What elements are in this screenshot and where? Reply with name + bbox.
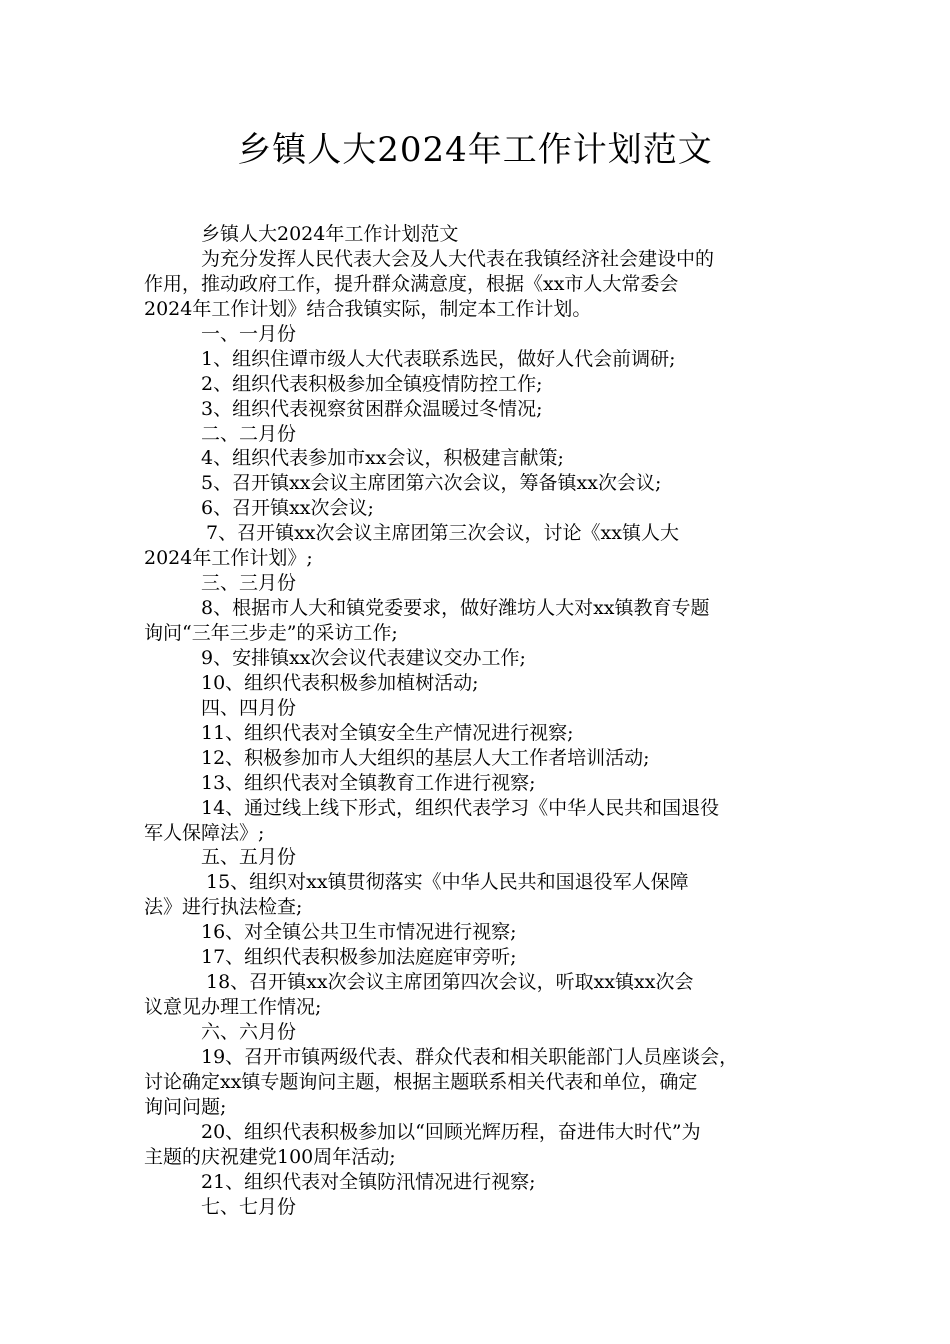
body-line: 11、组织代表对全镇安全生产情况进行视察; bbox=[201, 721, 574, 744]
body-line: 军人保障法》; bbox=[144, 821, 265, 844]
body-line: 七、七月份 bbox=[201, 1195, 297, 1218]
page-title: 乡镇人大2024年工作计划范文 bbox=[237, 130, 713, 170]
body-line: 13、组织代表对全镇教育工作进行视察; bbox=[201, 771, 536, 794]
body-line: 9、安排镇xx次会议代表建议交办工作; bbox=[201, 646, 526, 669]
body-line: 为充分发挥人民代表大会及人大代表在我镇经济社会建设中的 bbox=[201, 247, 715, 270]
body-line: 14、通过线上线下形式，组织代表学习《中华人民共和国退役 bbox=[201, 796, 720, 819]
body-line: 主题的庆祝建党100周年活动; bbox=[144, 1145, 396, 1168]
document-body bbox=[144, 222, 820, 1220]
body-line: 1、组织住谭市级人大代表联系选民，做好人代会前调研; bbox=[201, 347, 676, 370]
body-line: 20、组织代表积极参加以“回顾光辉历程，奋进伟大时代”为 bbox=[201, 1120, 701, 1143]
body-line: 讨论确定xx镇专题询问主题，根据主题联系相关代表和单位，确定 bbox=[144, 1070, 698, 1093]
body-line: 四、四月份 bbox=[201, 696, 297, 719]
body-line: 5、召开镇xx会议主席团第六次会议，筹备镇xx次会议; bbox=[201, 472, 662, 495]
body-line: 15、组织对xx镇贯彻落实《中华人民共和国退役军人保障 bbox=[206, 871, 689, 894]
body-line: 10、组织代表积极参加植树活动; bbox=[201, 671, 479, 694]
body-line: 17、组织代表积极参加法庭庭审旁听; bbox=[201, 946, 517, 969]
body-line: 6、召开镇xx次会议; bbox=[201, 497, 374, 520]
body-line: 3、组织代表视察贫困群众温暖过冬情况; bbox=[201, 397, 543, 420]
body-line: 询问问题; bbox=[144, 1095, 227, 1118]
body-line: 12、积极参加市人大组织的基层人大工作者培训活动; bbox=[201, 746, 650, 769]
body-line: 8、根据市人大和镇党委要求，做好潍坊人大对xx镇教育专题 bbox=[201, 597, 710, 620]
body-line: 二、二月份 bbox=[201, 422, 297, 445]
body-line: 五、五月份 bbox=[201, 846, 297, 869]
body-line: 7、召开镇xx次会议主席团第三次会议，讨论《xx镇人大 bbox=[206, 522, 679, 545]
body-line: 4、组织代表参加市xx会议，积极建言献策; bbox=[201, 447, 564, 470]
body-line: 21、组织代表对全镇防汛情况进行视察; bbox=[201, 1170, 536, 1193]
body-line: 19、召开市镇两级代表、群众代表和相关职能部门人员座谈会， bbox=[201, 1045, 739, 1068]
body-line: 18、召开镇xx次会议主席团第四次会议，听取xx镇xx次会 bbox=[206, 971, 694, 994]
body-line: 三、三月份 bbox=[201, 572, 297, 595]
body-line: 16、对全镇公共卫生市情况进行视察; bbox=[201, 921, 517, 944]
body-line: 议意见办理工作情况; bbox=[144, 996, 322, 1019]
body-line: 作用，推动政府工作，提升群众满意度，根据《xx市人大常委会 bbox=[144, 272, 679, 295]
body-line: 询问“三年三步走”的采访工作; bbox=[144, 622, 398, 644]
body-line: 一、一月份 bbox=[201, 322, 297, 345]
body-line: 乡镇人大2024年工作计划范文 bbox=[201, 223, 459, 245]
body-line: 六、六月份 bbox=[201, 1021, 297, 1043]
body-line: 法》进行执法检查; bbox=[144, 896, 303, 919]
body-line: 2024年工作计划》; bbox=[144, 547, 313, 570]
body-line: 2、组织代表积极参加全镇疫情防控工作; bbox=[201, 372, 543, 395]
body-line: 2024年工作计划》结合我镇实际，制定本工作计划。 bbox=[144, 297, 592, 320]
